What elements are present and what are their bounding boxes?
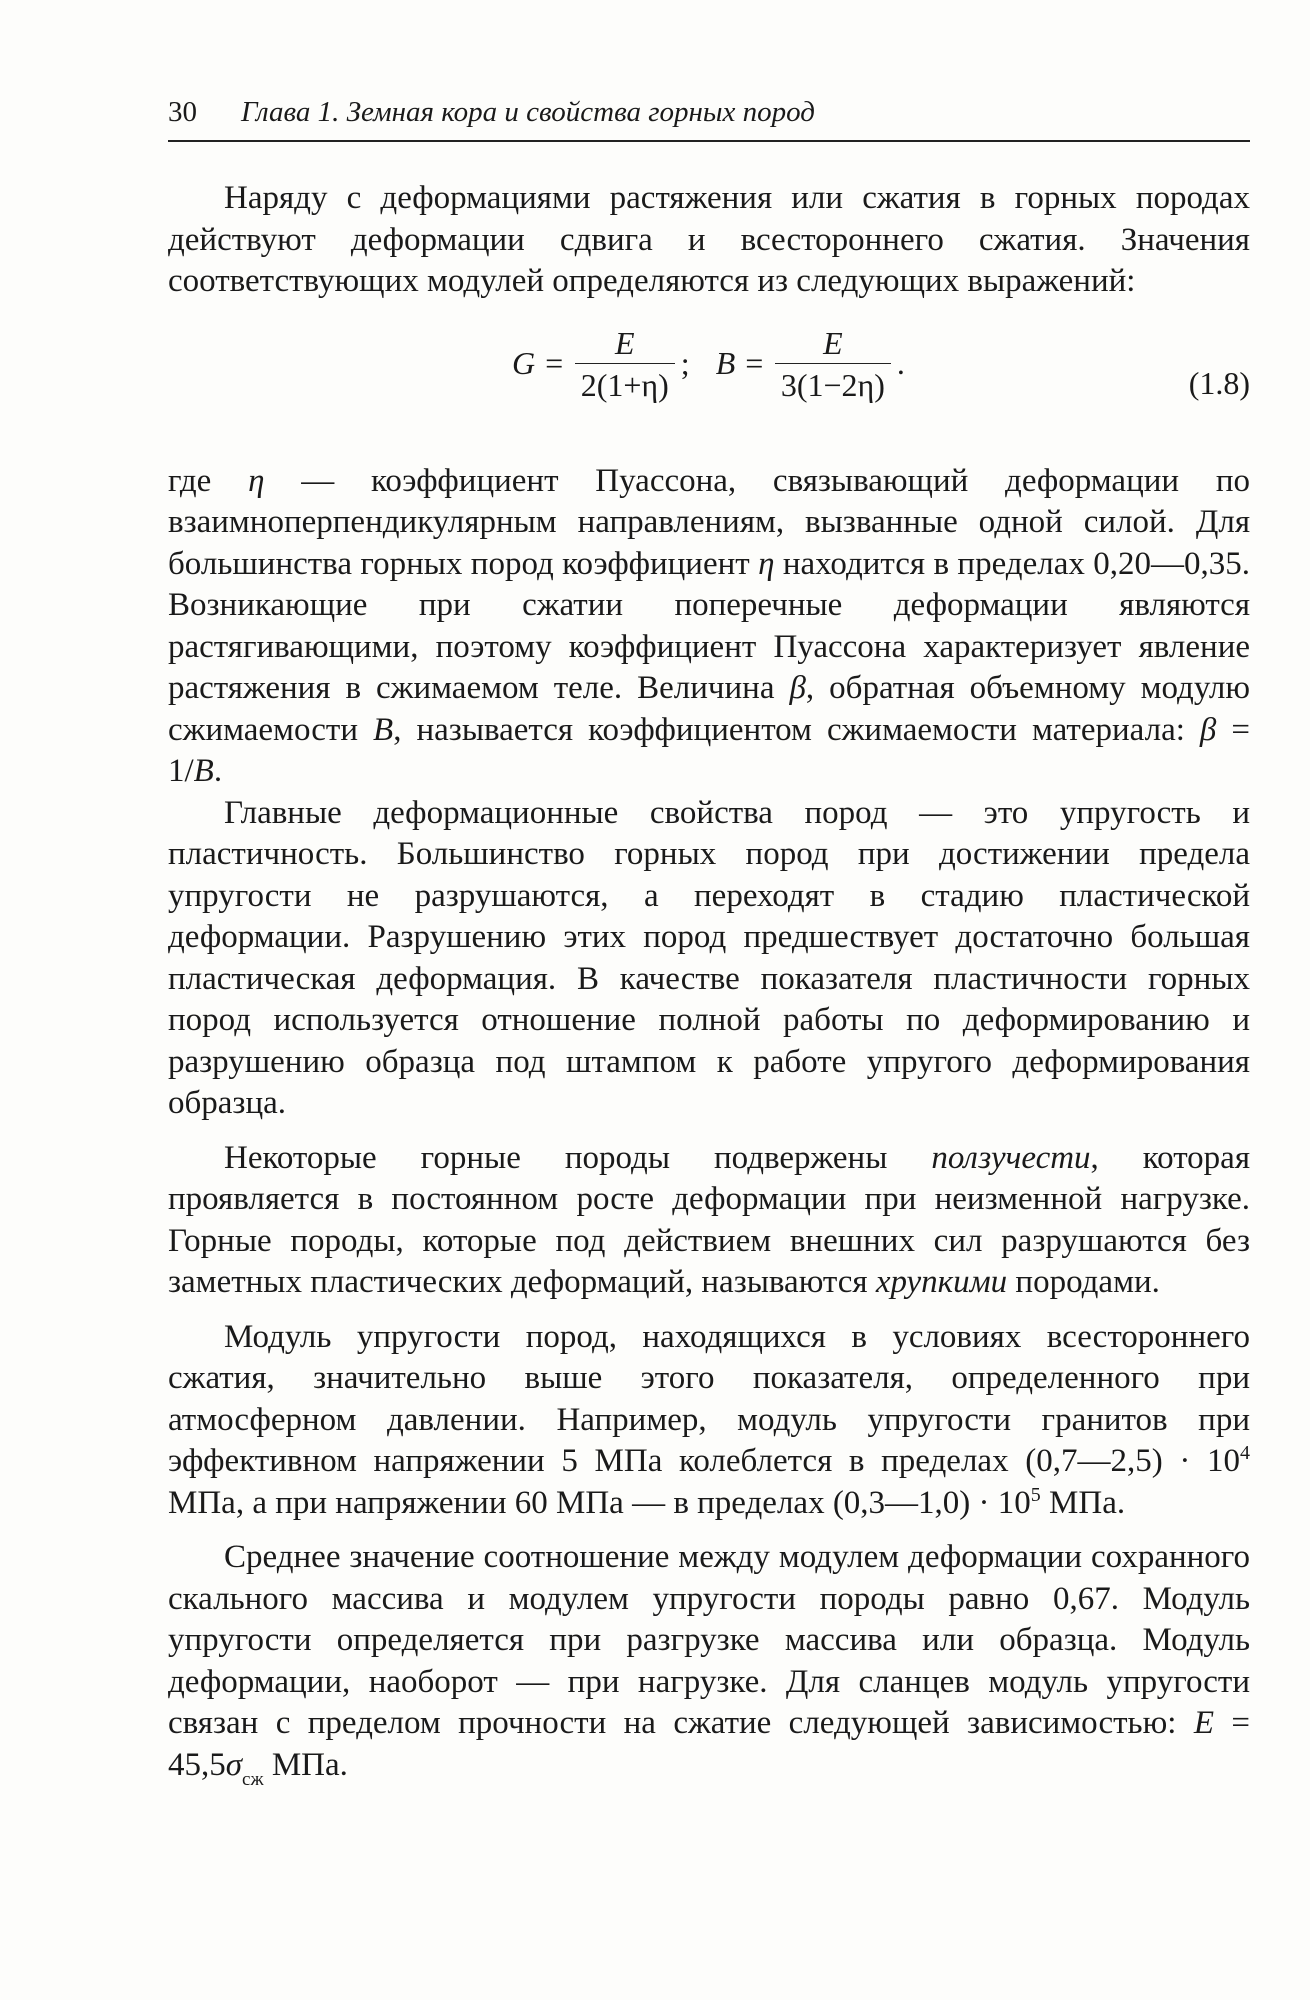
formula-1-8 — [168, 323, 1250, 447]
chapter-title: Глава 1. Земная кора и свойства горных пород — [241, 96, 815, 128]
beta-symbol: β — [789, 670, 806, 706]
formula-g-fraction — [575, 323, 675, 406]
formula-b-fraction — [775, 323, 891, 406]
paragraph-6 — [168, 1537, 1250, 1790]
formula-g-denominator: 2(1+η) — [575, 363, 675, 406]
formula-b-denominator: 3(1−2η) — [775, 363, 891, 406]
paragraph-3: Главные деформационные свойства пород — это упругость и пластичность. Большинство горных пород при достижении предела упругости не разрушаются, а переходят в стадию пластической деформации. Разрушению этих пород предшествует достаточно большая пластическая деформация. В качестве показателя пластичности горных пород используется отношение полной работы по деформированию и разрушению образца под штампом к работе упругого деформирования образца. — [168, 794, 1250, 1121]
paragraph-5 — [168, 1317, 1250, 1525]
formula-separator: ; — [680, 345, 690, 382]
eta-symbol: η — [758, 545, 775, 582]
term-creep: ползучести — [931, 1139, 1091, 1176]
paragraph-1: Наряду с деформациями растяжения или сжатия в горных породах действуют деформации сдвига и всестороннего сжатия. Значения соответствующих модулей определяются из следующих выражений: — [168, 180, 1250, 299]
p5-text-a: Модуль упругости пород, находящихся в условиях всестороннего сжатия, значительно выше этого показателя, определенного при атмосферном давлении. Например, модуль упругости гранитов при эффективном напряжении 5 МПа колеблется в пределах (0,7—2,5) · 10 — [168, 1318, 1250, 1479]
p2-text-g: . — [213, 753, 223, 789]
eta-symbol: η — [248, 462, 265, 499]
p2-text-e: , называется коэффициентом сжимаемости материала: — [393, 711, 1200, 748]
p2-text-f: = 1/ — [168, 711, 1250, 789]
formula-g-lhs: G = — [512, 345, 565, 382]
bulk-modulus-symbol: B — [193, 753, 214, 789]
term-brittle: хрупкими — [875, 1264, 1008, 1300]
exponent: 4 — [1240, 1442, 1250, 1464]
p5-text-c: МПа. — [1040, 1484, 1126, 1521]
page-number: 30 — [168, 96, 197, 128]
exponent: 5 — [1030, 1483, 1041, 1506]
p4-text-c: породами. — [1007, 1264, 1160, 1300]
formula-body — [508, 323, 905, 406]
page — [168, 92, 1251, 1790]
p2-text-d: , обратная объемному модулю сжимаемости — [168, 670, 1250, 748]
p2-text-b: — коэффициент Пуассона, связывающий деформации по взаимноперпендикулярным направлениям, вызванные одной силой. Для большинства горных пород коэффициент — [168, 462, 1250, 582]
bulk-modulus-symbol: B — [373, 711, 394, 748]
p6-text-c: МПа. — [263, 1746, 348, 1783]
p2-text-a: где — [168, 462, 249, 499]
p4-text-b: , которая проявляется в постоянном росте деформации при неизменной нагрузке. Горные породы, которые под действием внешних сил разрушаются без заметных пластических деформаций, называются — [168, 1139, 1251, 1300]
p2-text-c: находится в пределах 0,20—0,35. Возникающие при сжатии поперечные деформации являются растягивающими, поэтому коэффициент Пуассона характеризует явление растяжения в сжимаемом теле. Величина — [168, 545, 1250, 706]
formula-b-lhs: B = — [715, 345, 765, 382]
formula-b-numerator: E — [823, 324, 843, 361]
sigma-subscript: сж — [242, 1768, 264, 1790]
paragraph-2 — [168, 461, 1250, 793]
body-text — [168, 178, 1251, 1790]
formula-g-numerator: E — [614, 324, 635, 361]
p6-text-a: Среднее значение соотношение между модулем деформации сохранного скального массива и модулем упругости породы равно 0,67. Модуль упругости определяется при разгрузке массива или образца. Модуль деформации, наоборот — при нагрузке. Для сланцев модуль упругости связан с пределом прочности на сжатие следующей зависимостью: — [168, 1539, 1250, 1741]
paragraph-4 — [168, 1138, 1250, 1304]
p5-text-b: МПа, а при напряжении 60 МПа — в пределах (0,3—1,0) · 10 — [168, 1484, 1031, 1521]
p6-text-b: = 45,5 — [168, 1705, 1250, 1783]
equation-number: (1.8) — [1188, 364, 1250, 401]
p4-text-a: Некоторые горные породы подвержены — [224, 1139, 932, 1176]
running-header — [168, 92, 1250, 142]
sigma-symbol: σ — [225, 1746, 243, 1783]
modulus-symbol: E — [1193, 1705, 1214, 1741]
formula-end: . — [896, 345, 905, 382]
beta-symbol: β — [1199, 711, 1217, 748]
